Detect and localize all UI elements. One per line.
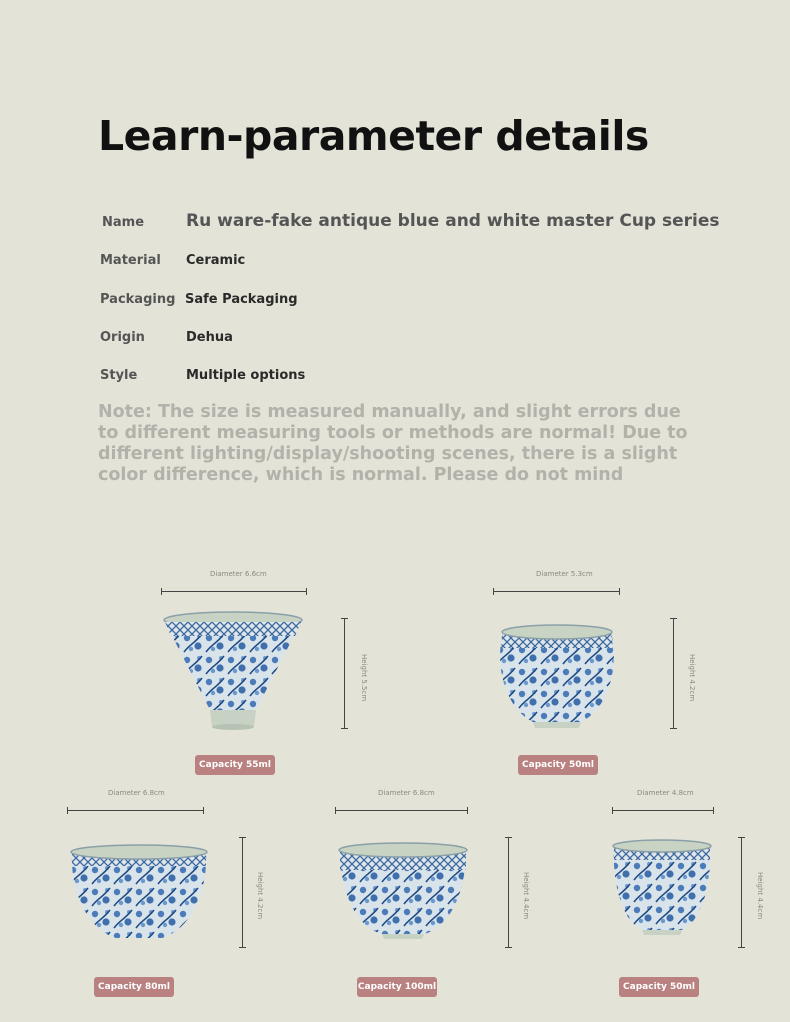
diameter-line — [493, 591, 620, 592]
param-row-origin — [0, 330, 790, 358]
param-value: Safe Packaging — [185, 292, 298, 307]
height-line — [242, 837, 243, 948]
param-row-packaging — [0, 292, 790, 320]
param-value: Ru ware-fake antique blue and white master Cup series — [186, 211, 720, 231]
capacity-badge: Capacity 50ml — [619, 977, 699, 997]
capacity-badge: Capacity 55ml — [195, 755, 275, 775]
diameter-label: Diameter 4.8cm — [637, 789, 694, 797]
capacity-badge: Capacity 80ml — [94, 977, 174, 997]
diameter-line — [335, 810, 468, 811]
height-line — [741, 837, 742, 948]
capacity-badge: Capacity 100ml — [357, 977, 437, 997]
diameter-line — [67, 810, 204, 811]
cup-image-large-bowl — [336, 840, 470, 942]
cup-image-wide-bowl — [68, 842, 210, 942]
param-value: Dehua — [186, 330, 233, 345]
param-label: Packaging — [100, 292, 176, 307]
diameter-label: Diameter 6.8cm — [378, 789, 435, 797]
page-title: Learn-parameter details — [98, 112, 649, 160]
param-value: Multiple options — [186, 368, 306, 383]
cup-image-conical — [160, 610, 305, 732]
height-label: Height 4.2cm — [688, 654, 696, 702]
param-row-name — [0, 211, 790, 243]
param-label: Material — [100, 253, 161, 268]
height-label: Height 5.5cm — [360, 654, 368, 702]
size-note: Note: The size is measured manually, and slight errors due to different measuring tools or methods are normal! Due to different lighting/display/shooting scenes, there is a slight color difference, which is normal. Please do not mind — [98, 402, 688, 485]
param-row-style — [0, 368, 790, 396]
param-label: Style — [100, 368, 138, 383]
param-value: Ceramic — [186, 253, 246, 268]
diameter-label: Diameter 6.6cm — [210, 570, 267, 578]
cup-image-small-cup — [610, 838, 714, 938]
height-line — [508, 837, 509, 948]
height-label: Height 4.2cm — [256, 872, 264, 920]
diameter-label: Diameter 6.8cm — [108, 789, 165, 797]
param-label: Name — [102, 215, 145, 230]
height-label: Height 4.4cm — [756, 872, 764, 920]
capacity-badge: Capacity 50ml — [518, 755, 598, 775]
param-row-material — [0, 253, 790, 281]
diameter-line — [612, 810, 714, 811]
diameter-label: Diameter 5.3cm — [536, 570, 593, 578]
cup-image-round — [495, 622, 620, 730]
param-label: Origin — [100, 330, 145, 345]
height-line — [673, 618, 674, 729]
height-label: Height 4.4cm — [522, 872, 530, 920]
diameter-line — [161, 591, 307, 592]
height-line — [344, 618, 345, 729]
